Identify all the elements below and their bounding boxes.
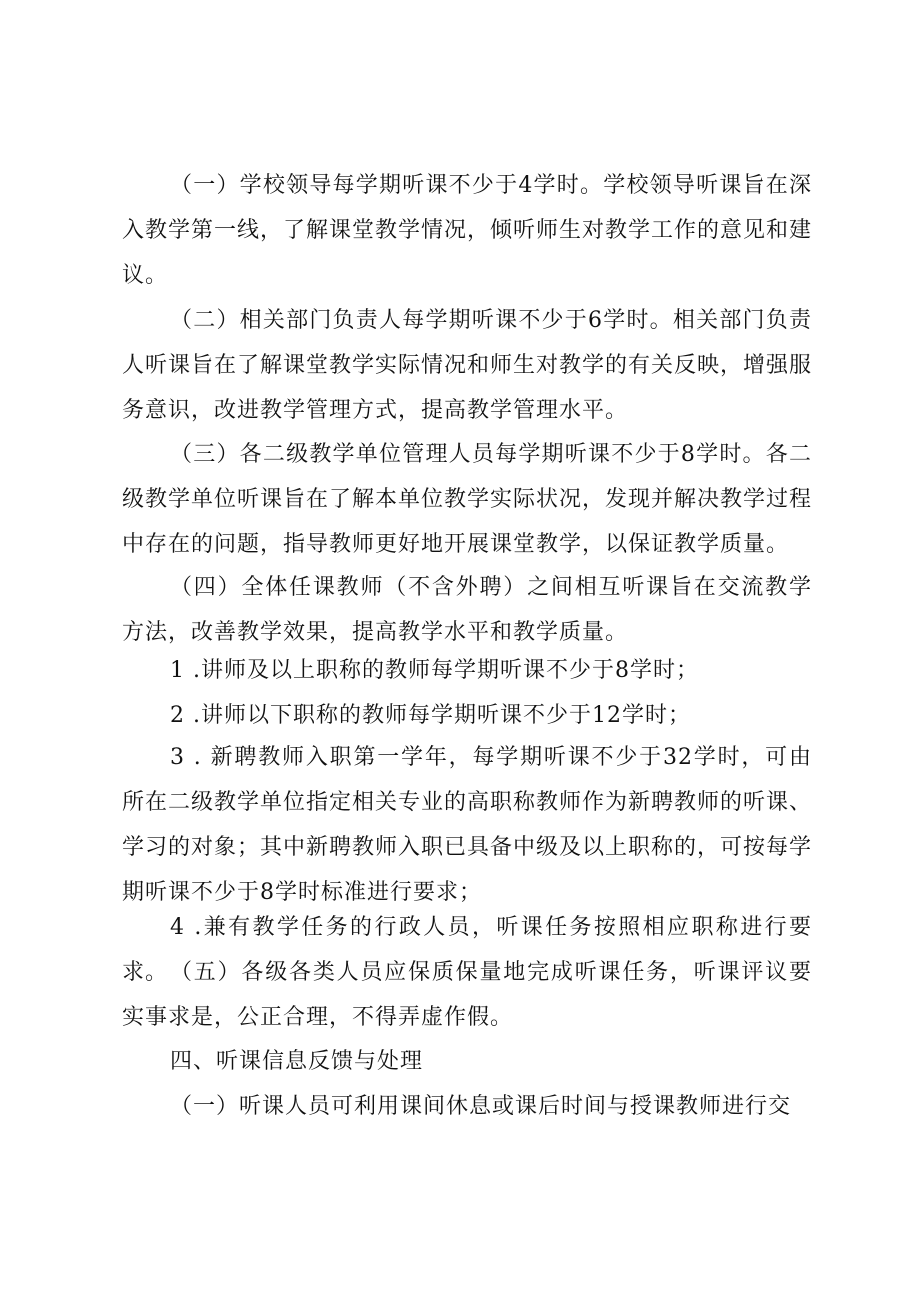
section-heading: 四、听课信息反馈与处理 [170,1049,424,1074]
list-item-3: 3 . 新聘教师入职第一学年，每学期听课不少于32学时，可由所在二级教学单位指定相关专业的高职称教师作为新聘教师的听课、学习的对象；其中新聘教师入职已具备中级及以上职称的，可按每学期听课不少于8学时标准进行要求； [122,745,813,905]
paragraph-2: （二）相关部门负责人每学期听课不少于6学时。相关部门负责人听课旨在了解课堂教学实际情况和师生对教学的有关反映，增强服务意识，改进教学管理方式，提高教学管理水平。 [122,308,813,423]
paragraph-1: （一）学校领导每学期听课不少于4学时。学校领导听课旨在深入教学第一线，了解课堂教学情况，倾听师生对教学工作的意见和建议。 [122,173,813,288]
paragraph-6: （一）听课人员可利用课间休息或课后时间与授课教师进行交 [170,1094,792,1119]
list-item-1: 1 .讲师及以上职称的教师每学期听课不少于8学时； [170,658,699,683]
list-item-2: 2 .讲师以下职称的教师每学期听课不少于12学时； [170,703,691,728]
paragraph-4: （四）全体任课教师（不含外聘）之间相互听课旨在交流教学方法，改善教学效果，提高教学水平和教学质量。 [122,575,812,645]
list-item-4: 4 .兼有教学任务的行政人员，听课任务按照相应职称进行要求。 [122,915,812,985]
paragraph-3: （三）各二级教学单位管理人员每学期听课不少于8学时。各二级教学单位听课旨在了解本单位教学实际状况，发现并解决教学过程中存在的问题，指导教师更好地开展课堂教学，以保证教学质量。 [122,442,813,557]
paragraph-5: （五）各级各类人员应保质保量地完成听课任务，听课评议要实事求是，公正合理，不得弄虚作假。 [122,960,812,1030]
